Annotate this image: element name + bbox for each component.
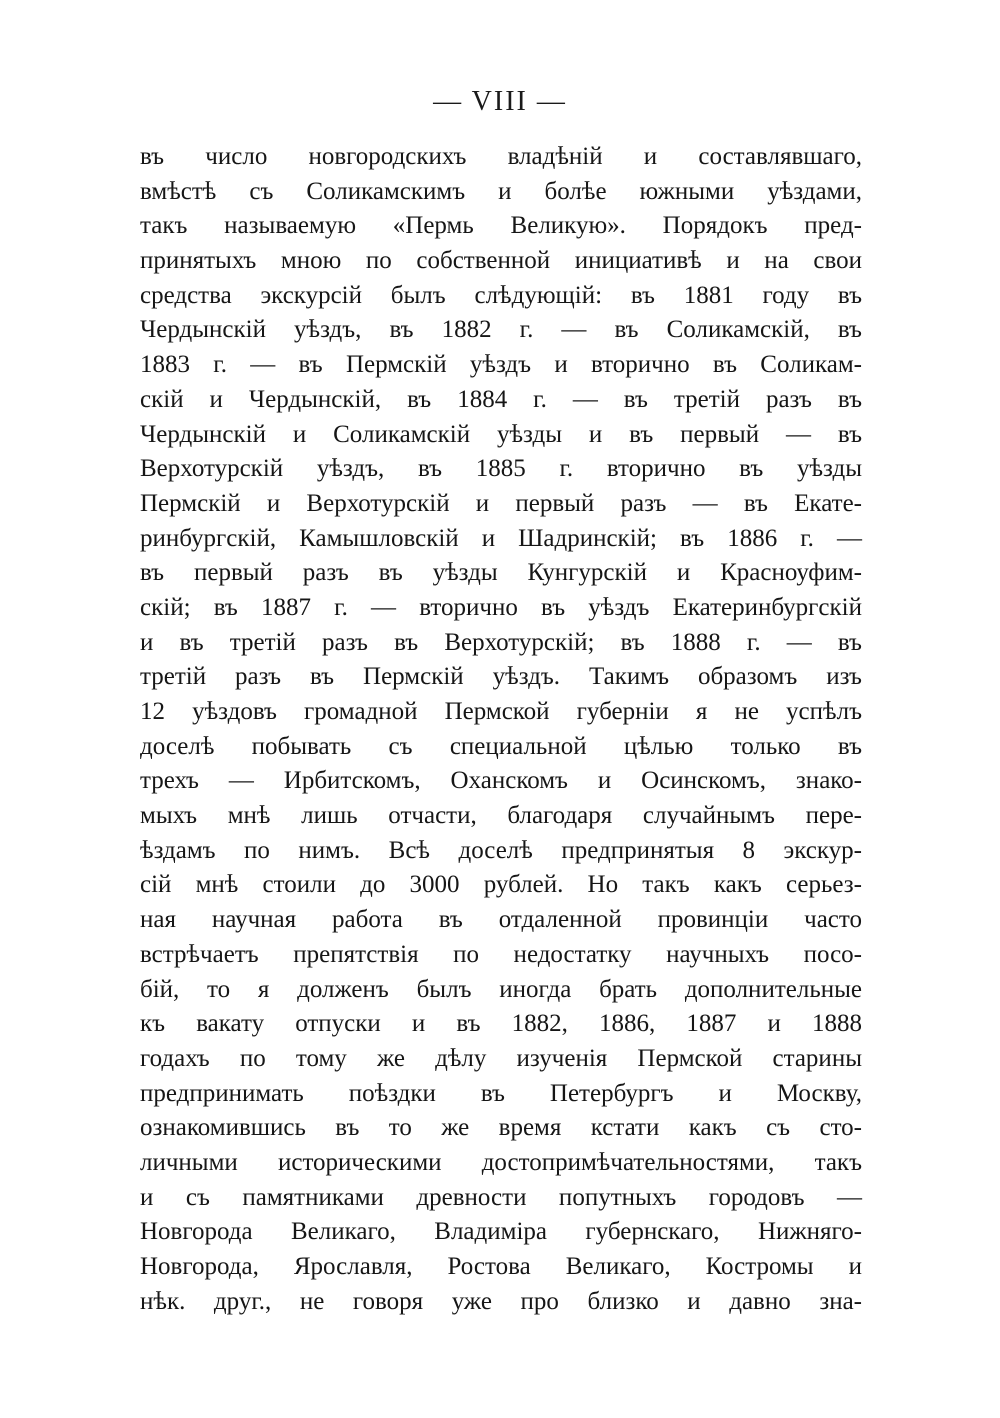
text-line: доселѣ побывать съ специальной цѣлью только въ <box>140 732 862 760</box>
text-line: предпринимать поѣздки въ Петербургъ и Москву, <box>140 1079 862 1107</box>
text-line: ознакомившись въ то же время кстати какъ съ сто- <box>140 1114 862 1142</box>
text-line: встрѣчаетъ препятствія по недостатку научныхъ посо- <box>140 940 862 968</box>
text-line: Новгорода, Ярославля, Ростова Великаго, Костромы и <box>140 1253 862 1280</box>
text-line: скій и Чердынскій, въ 1884 г. — въ третій разъ въ <box>140 385 862 413</box>
text-line: вмѣстѣ съ Соликамскимъ и болѣе южными уѣздами, <box>140 177 862 205</box>
text-line: и съ памятниками древности попутныхъ городовъ — <box>140 1183 862 1211</box>
text-line: ная научная работа въ отдаленной провинціи часто <box>140 906 862 934</box>
text-line: въ число новгородскихъ владѣній и составлявшаго, <box>140 143 862 170</box>
text-line: средства экскурсій былъ слѣдующій: въ 1881 году въ <box>140 281 862 309</box>
text-line: принятыхъ мною по собственной инициативѣ и на свои <box>140 247 862 275</box>
text-line: скій; въ 1887 г. — вторично въ уѣздъ Екатеринбургскій <box>140 593 862 621</box>
text-line: Пермскій и Верхотурскій и первый разъ — въ Екате- <box>140 489 862 517</box>
page-number: — VIII — <box>433 86 567 117</box>
text-line: въ первый разъ въ уѣзды Кунгурскій и Красноуфим- <box>140 559 862 587</box>
text-line: Чердынскій и Соликамскій уѣзды и въ первый — въ <box>140 420 862 448</box>
text-line: нѣк. друг., не говоря уже про близко и давно зна- <box>140 1287 862 1315</box>
text-line: такъ называемую «Пермь Великую». Порядокъ пред- <box>140 212 862 240</box>
text-line: годахъ по тому же дѣлу изученія Пермской старины <box>140 1044 862 1072</box>
body-text <box>140 140 862 1319</box>
text-line: третій разъ въ Пермскій уѣздъ. Такимъ образомъ изъ <box>140 663 862 691</box>
text-line: бій, то я долженъ былъ иногда брать дополнительные <box>140 975 862 1003</box>
text-line: къ вакату отпуски и въ 1882, 1886, 1887 и 1888 <box>140 1010 862 1038</box>
text-line: и въ третій разъ въ Верхотурскій; въ 1888 г. — въ <box>140 628 862 656</box>
text-line: мыхъ мнѣ лишь отчасти, благодаря случайнымъ пере- <box>140 802 862 830</box>
text-line: личными историческими достопримѣчательностями, такъ <box>140 1148 862 1176</box>
text-line: 12 уѣздовъ громадной Пермской губерніи я не успѣлъ <box>140 698 862 725</box>
text-line: Чердынскій уѣздъ, въ 1882 г. — въ Соликамскій, въ <box>140 316 862 344</box>
text-line: сій мнѣ стоили до 3000 рублей. Но такъ какъ серьез- <box>140 871 862 899</box>
text-line: Новгорода Великаго, Владиміра губернскаго, Нижняго- <box>140 1218 862 1246</box>
text-line: трехъ — Ирбитскомъ, Оханскомъ и Осинскомъ, знако- <box>140 767 862 795</box>
text-line: ринбургскій, Камышловскій и Шадринскій; въ 1886 г. — <box>140 524 862 552</box>
text-line: ѣздамъ по нимъ. Всѣ доселѣ предпринятыя 8 экскур- <box>140 836 862 864</box>
text-line: 1883 г. — въ Пермскій уѣздъ и вторично въ Соликам- <box>140 351 862 379</box>
text-line: Верхотурскій уѣздъ, въ 1885 г. вторично въ уѣзды <box>140 455 862 483</box>
